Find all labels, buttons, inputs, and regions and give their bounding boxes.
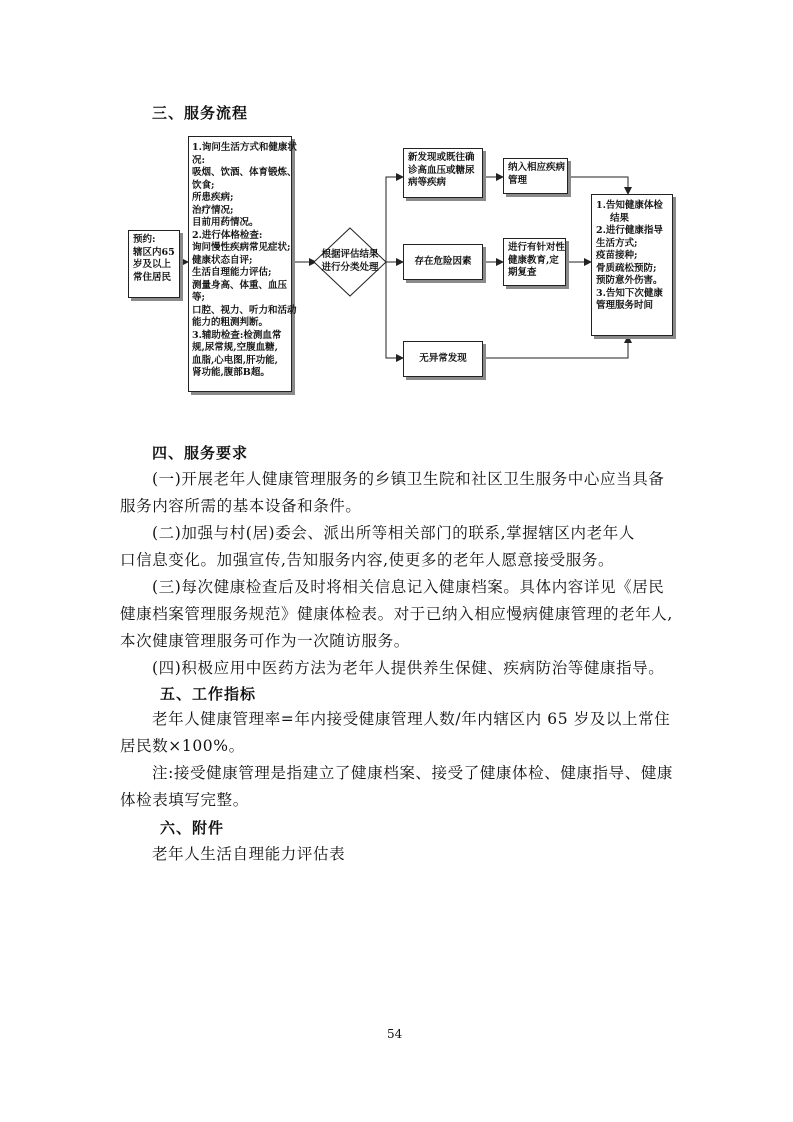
exam-line: 治疗情况; [192, 204, 234, 216]
new-diagnosis-box [403, 148, 483, 198]
notify-line: 2.进行健康指导 [596, 225, 663, 236]
notify-line: 疫苗接种; [596, 250, 638, 261]
requirement-3-line: 本次健康管理服务可作为一次随访服务。 [120, 632, 410, 650]
risk-factor-box [403, 244, 483, 280]
exam-line: 肾功能,腹部B超。 [192, 367, 270, 378]
notify-line: 3.告知下次健康 [596, 287, 663, 299]
risk-factor-label: 存在危险因素 [414, 255, 472, 267]
flowchart-connectors [0, 0, 793, 420]
requirement-2-line: (二)加强与村(居)委会、派出所等相关部门的联系,掌握辖区内老年人 [152, 524, 635, 542]
exam-line: 生活自理能力评估; [192, 267, 272, 278]
appointment-line: 岁及以上 [133, 259, 172, 270]
requirement-3-line: 健康档案管理服务规范》健康体检表。对于已纳入相应慢病健康管理的老年人, [120, 605, 673, 623]
indicator-formula-line: 老年人健康管理率=年内接受健康管理人数/年内辖区内 65 岁及以上常住 [152, 710, 671, 728]
health-education-line: 期复查 [508, 267, 537, 278]
exam-line: 所患疾病; [192, 192, 234, 203]
notify-line: 生活方式; [596, 237, 638, 249]
notify-line: 管理服务时间 [596, 300, 654, 311]
requirements-body [120, 466, 690, 682]
exam-box [188, 136, 297, 392]
notify-line: 结果 [610, 212, 630, 224]
exam-line: 询问慢性疾病常见症状; [192, 242, 291, 253]
exam-line: 饮食; [192, 179, 215, 191]
section-5-title: 五、工作指标 [160, 685, 257, 703]
exam-line: 规,尿常规,空腹血糖, [192, 342, 278, 353]
requirement-3-line: (三)每次健康检查后及时将相关信息记入健康档案。具体内容详见《居民 [152, 578, 665, 596]
chronic-management-box [503, 158, 568, 194]
indicator-note-line: 体检表填写完整。 [120, 791, 249, 809]
appointment-line: 常住居民 [133, 271, 172, 283]
decision-line: 进行分类处理 [321, 262, 379, 273]
exam-line: 能力的粗测判断。 [192, 317, 269, 328]
notify-box [591, 194, 673, 336]
exam-line: 目前用药情况。 [192, 217, 259, 228]
decision-line: 根据评估结果 [321, 249, 379, 260]
exam-line: 3.辅助检查:检测血常 [192, 329, 282, 341]
requirement-2-line: 口信息变化。加强宣传,告知服务内容,使更多的老年人愿意接受服务。 [120, 551, 615, 569]
exam-line: 2.进行体格检查: [192, 229, 263, 241]
indicator-formula-line: 居民数×100%。 [120, 737, 245, 755]
exam-line: 口腔、视力、听力和活动 [192, 304, 297, 316]
exam-line: 健康状态自评; [192, 254, 253, 266]
notify-line: 预防意外伤害。 [596, 275, 663, 286]
attachment-item: 老年人生活自理能力评估表 [152, 845, 346, 863]
notify-line: 骨质疏松预防; [596, 262, 657, 274]
chronic-management-line: 纳入相应疾病 [508, 162, 566, 173]
page-number: 54 [387, 1027, 403, 1041]
new-diagnosis-line: 新发现或既往确 [408, 152, 475, 163]
exam-line: 吸烟、饮酒、体育锻炼、 [192, 167, 297, 178]
health-education-line: 进行有针对性 [508, 242, 566, 253]
requirement-1-line: 服务内容所需的基本设备和条件。 [120, 497, 362, 515]
section-4-title: 四、服务要求 [152, 444, 249, 462]
indicators-body [120, 706, 690, 814]
exam-line: 况: [192, 154, 206, 166]
requirement-4-line: (四)积极应用中医药方法为老年人提供养生保健、疾病防治等健康指导。 [152, 659, 665, 677]
exam-line: 血脂,心电图,肝功能, [192, 354, 278, 366]
health-education-box [503, 238, 566, 286]
exam-line: 1.询问生活方式和健康状 [192, 142, 297, 153]
decision-diamond-label [314, 248, 386, 274]
no-abnormality-label: 无异常发现 [419, 352, 467, 364]
health-education-line: 健康教育,定 [508, 254, 559, 266]
no-abnormality-box [403, 341, 483, 377]
appointment-line: 辖区内65 [133, 246, 175, 258]
notify-line: 1.告知健康体检 [596, 200, 663, 211]
appointment-box [128, 230, 180, 298]
requirement-1-line: (一)开展老年人健康管理服务的乡镇卫生院和社区卫生服务中心应当具备 [152, 470, 665, 488]
indicator-note-line: 注:接受健康管理是指建立了健康档案、接受了健康体检、健康指导、健康 [152, 764, 674, 782]
section-3-title: 三、服务流程 [152, 104, 249, 122]
appointment-line: 预约: [133, 234, 156, 245]
new-diagnosis-line: 诊高血压或糖尿 [408, 164, 475, 176]
exam-line: 测量身高、体重、血压 [192, 279, 288, 291]
section-6-title: 六、附件 [160, 819, 225, 837]
new-diagnosis-line: 病等疾病 [408, 177, 447, 188]
exam-line: 等; [192, 292, 206, 303]
chronic-management-line: 管理 [508, 174, 528, 186]
